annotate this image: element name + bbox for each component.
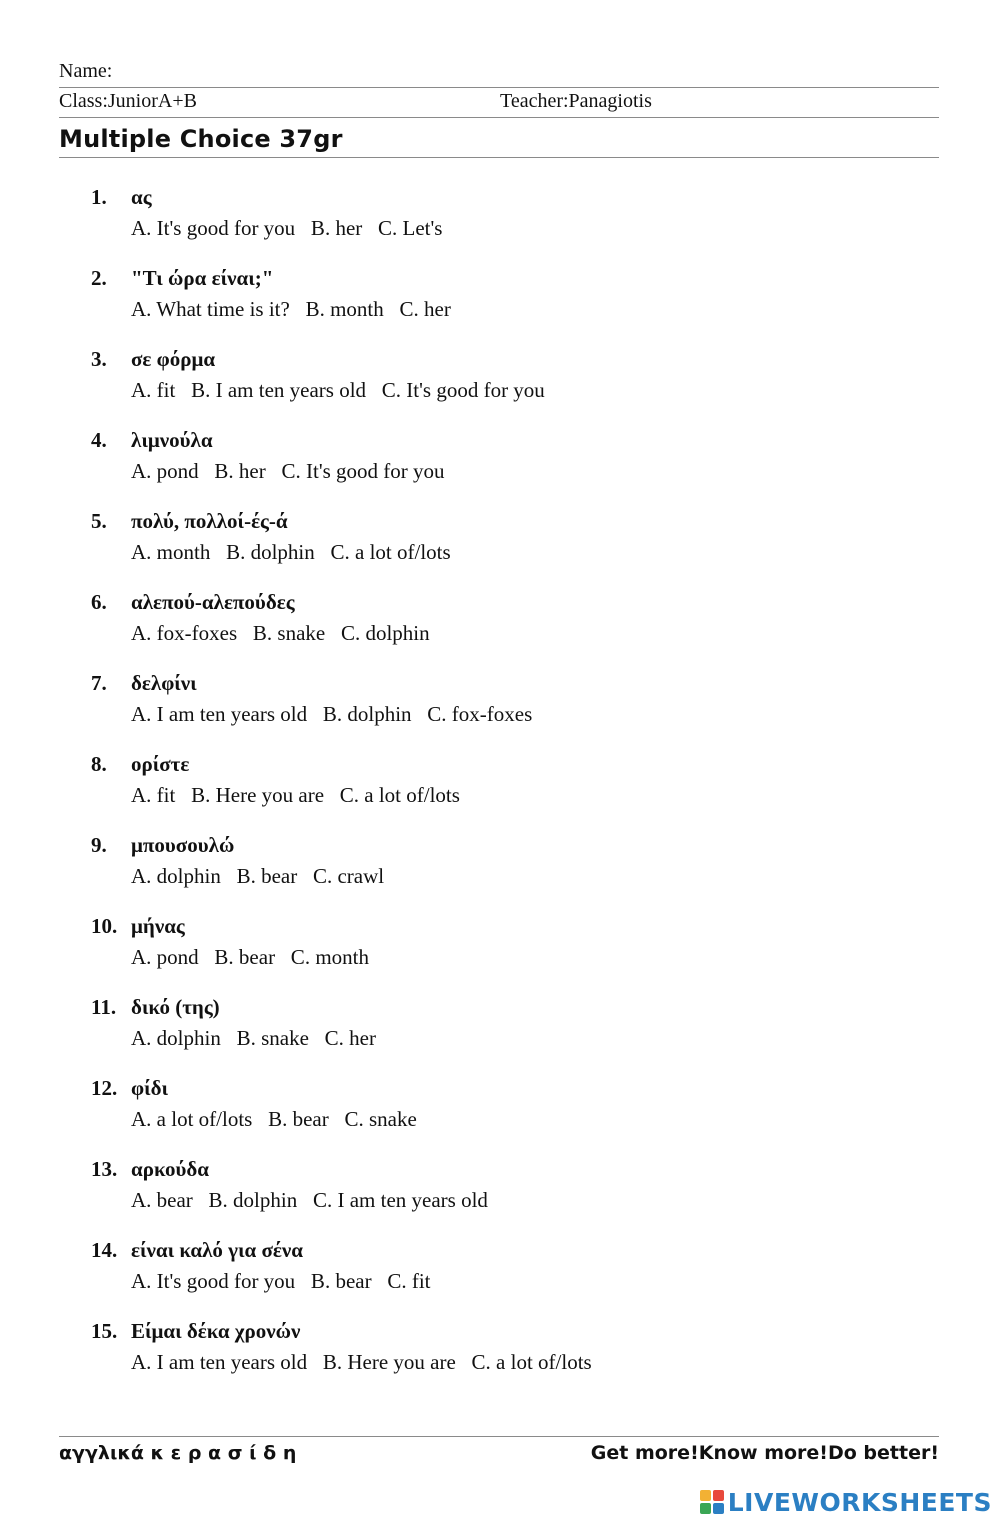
name-divider (59, 87, 939, 88)
title-divider (59, 157, 939, 158)
question-number: 11. (91, 995, 117, 1019)
question-prompt: φίδι (131, 1076, 169, 1100)
question-item (0, 1075, 1000, 1156)
question-prompt: ας (131, 185, 152, 209)
question-prompt: πολύ, πολλοί-ές-ά (131, 509, 288, 533)
question-prompt: δελφίνι (131, 671, 197, 695)
question-number: 2. (91, 266, 107, 290)
question-item (0, 913, 1000, 994)
question-item (0, 832, 1000, 913)
question-number: 14. (91, 1238, 118, 1262)
question-number: 12. (91, 1076, 118, 1100)
answer-options[interactable]: A. dolphin B. snake C. her (131, 1026, 376, 1050)
class-teacher-row (59, 89, 939, 113)
liveworksheets-logo-icon (699, 1489, 725, 1515)
question-prompt: αρκούδα (131, 1157, 210, 1181)
question-number: 10. (91, 914, 118, 938)
question-item (0, 589, 1000, 670)
question-number: 6. (91, 590, 107, 614)
answer-options[interactable]: A. pond B. bear C. month (131, 945, 369, 969)
answer-options[interactable]: A. pond B. her C. It's good for you (131, 459, 445, 483)
answer-options[interactable]: A. bear B. dolphin C. I am ten years old (131, 1188, 488, 1212)
teacher-label: Teacher:Panagiotis (500, 90, 652, 112)
question-item (0, 751, 1000, 832)
question-number: 8. (91, 752, 107, 776)
class-divider (59, 117, 939, 118)
answer-options[interactable]: A. I am ten years old B. Here you are C. a lot of/lots (131, 1350, 592, 1374)
question-item (0, 670, 1000, 751)
question-prompt: είναι καλό για σένα (131, 1238, 303, 1262)
question-item (0, 265, 1000, 346)
question-prompt: Είμαι δέκα χρονών (131, 1319, 301, 1343)
question-prompt: "Τι ώρα είναι;" (131, 266, 274, 290)
question-prompt: αλεπού-αλεπούδες (131, 590, 295, 614)
question-prompt: ορίστε (131, 752, 190, 776)
question-prompt: μπουσουλώ (131, 833, 235, 857)
question-number: 7. (91, 671, 107, 695)
question-prompt: σε φόρμα (131, 347, 216, 371)
answer-options[interactable]: A. fit B. I am ten years old C. It's good for you (131, 378, 545, 402)
footer-slogan: Get more!Know more!Do better! (590, 1442, 939, 1464)
question-prompt: δικό (της) (131, 995, 220, 1019)
question-item (0, 1318, 1000, 1399)
question-number: 13. (91, 1157, 118, 1181)
question-item (0, 346, 1000, 427)
question-item (0, 184, 1000, 265)
question-prompt: λιμνούλα (131, 428, 213, 452)
answer-options[interactable]: A. It's good for you B. her C. Let's (131, 216, 443, 240)
question-item (0, 508, 1000, 589)
question-item (0, 1237, 1000, 1318)
question-number: 1. (91, 185, 107, 209)
question-item (0, 1156, 1000, 1237)
answer-options[interactable]: A. It's good for you B. bear C. fit (131, 1269, 431, 1293)
question-number: 4. (91, 428, 107, 452)
liveworksheets-brand[interactable] (699, 1486, 992, 1518)
footer-divider (59, 1436, 939, 1437)
name-field-row (59, 59, 939, 83)
answer-options[interactable]: A. What time is it? B. month C. her (131, 297, 451, 321)
answer-options[interactable]: A. month B. dolphin C. a lot of/lots (131, 540, 451, 564)
answer-options[interactable]: A. a lot of/lots B. bear C. snake (131, 1107, 417, 1131)
footer-left-text: αγγλικά κ ε ρ α σ ί δ η (59, 1442, 297, 1464)
question-list (0, 184, 1000, 1399)
question-number: 3. (91, 347, 107, 371)
answer-options[interactable]: A. fox-foxes B. snake C. dolphin (131, 621, 430, 645)
question-number: 5. (91, 509, 107, 533)
question-item (0, 427, 1000, 508)
name-label: Name: (59, 60, 113, 82)
answer-options[interactable]: A. dolphin B. bear C. crawl (131, 864, 385, 888)
question-item (0, 994, 1000, 1075)
answer-options[interactable]: A. I am ten years old B. dolphin C. fox-foxes (131, 702, 533, 726)
question-prompt: μήνας (131, 914, 185, 938)
brand-name: LIVEWORKSHEETS (727, 1487, 992, 1517)
answer-options[interactable]: A. fit B. Here you are C. a lot of/lots (131, 783, 460, 807)
class-label: Class:JuniorA+B (59, 90, 197, 112)
question-number: 15. (91, 1319, 118, 1343)
question-number: 9. (91, 833, 107, 857)
worksheet-title: Multiple Choice 37gr (59, 125, 343, 153)
